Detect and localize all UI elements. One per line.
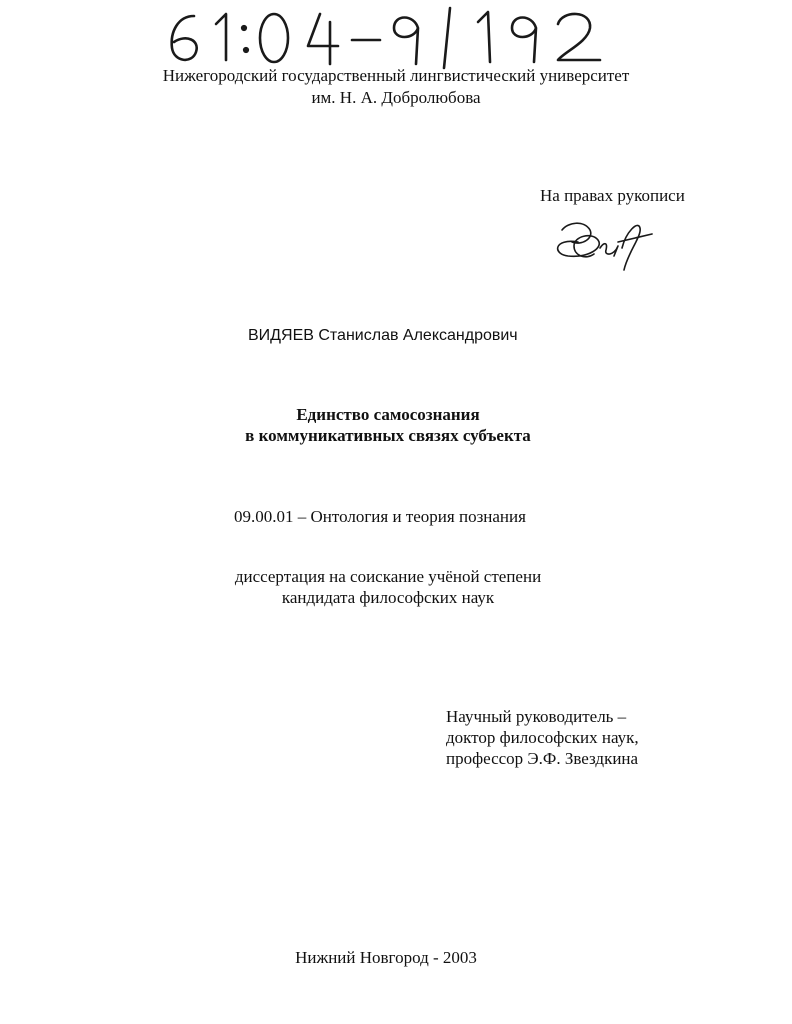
dissertation-title-line2: в коммуникативных связях субъекта xyxy=(245,426,531,445)
handwritten-archive-code xyxy=(160,2,620,70)
supervisor-degree: доктор философских наук, xyxy=(446,728,639,747)
dissertation-title-line1: Единство самосознания xyxy=(296,405,480,424)
rights-note: На правах рукописи xyxy=(540,186,685,205)
place-and-year: Нижний Новгород - 2003 xyxy=(295,948,477,967)
supervisor-label: Научный руководитель – xyxy=(446,707,627,726)
author-name: ВИДЯЕВ Станислав Александрович xyxy=(248,327,518,344)
specialty-code: 09.00.01 – Онтология и теория познания xyxy=(234,507,526,526)
supervisor-name: профессор Э.Ф. Звездкина xyxy=(446,749,639,768)
author-signature xyxy=(548,212,658,272)
institution-name: Нижегородский государственный лингвистический университет xyxy=(162,66,630,85)
institution-dedication: им. Н. А. Добролюбова xyxy=(311,88,481,107)
degree-line1: диссертация на соискание учёной степени xyxy=(234,567,542,586)
degree-line2: кандидата философских наук xyxy=(281,588,495,607)
